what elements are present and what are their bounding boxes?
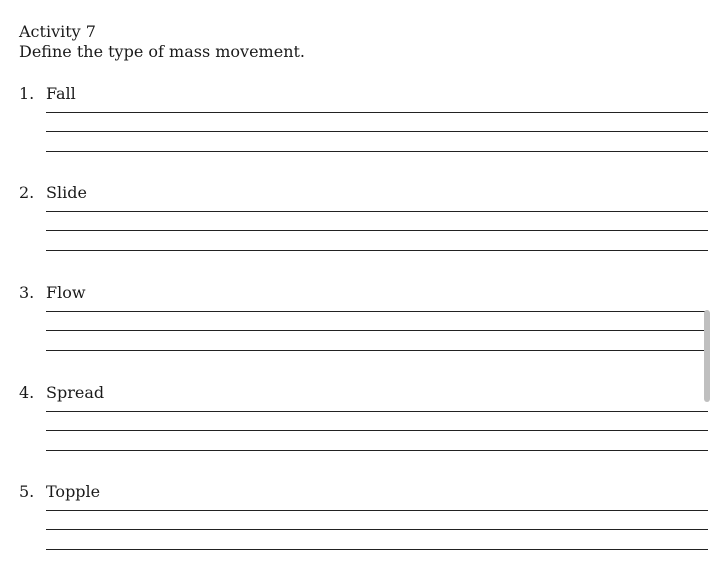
answer-line[interactable]: [46, 250, 708, 251]
question-number: 2.: [19, 183, 35, 202]
answer-line[interactable]: [46, 151, 708, 152]
question-term: Flow: [46, 283, 86, 302]
answer-line[interactable]: [46, 450, 708, 451]
question-number: 5.: [19, 482, 35, 501]
question-term: Fall: [46, 84, 76, 103]
question-term: Slide: [46, 183, 87, 202]
question-term: Topple: [46, 482, 101, 501]
question-number: 1.: [19, 84, 35, 103]
answer-line[interactable]: [46, 411, 708, 412]
answer-line[interactable]: [46, 230, 708, 231]
question-item-spread: [0, 383, 720, 483]
question-number: 4.: [19, 383, 35, 402]
activity-instruction: Define the type of mass movement.: [19, 42, 306, 61]
question-item-topple: [0, 482, 720, 576]
answer-line[interactable]: [46, 211, 708, 212]
activity-title: Activity 7: [19, 22, 96, 41]
scrollbar-thumb[interactable]: [704, 310, 710, 402]
answer-line[interactable]: [46, 112, 708, 113]
answer-line[interactable]: [46, 330, 708, 331]
question-number: 3.: [19, 283, 35, 302]
question-term: Spread: [46, 383, 105, 402]
answer-line[interactable]: [46, 529, 708, 530]
question-item-fall: [0, 84, 720, 184]
answer-line[interactable]: [46, 430, 708, 431]
question-item-slide: [0, 183, 720, 283]
answer-line[interactable]: [46, 510, 708, 511]
answer-line[interactable]: [46, 131, 708, 132]
answer-line[interactable]: [46, 549, 708, 550]
answer-line[interactable]: [46, 311, 708, 312]
question-item-flow: [0, 283, 720, 383]
answer-line[interactable]: [46, 350, 708, 351]
